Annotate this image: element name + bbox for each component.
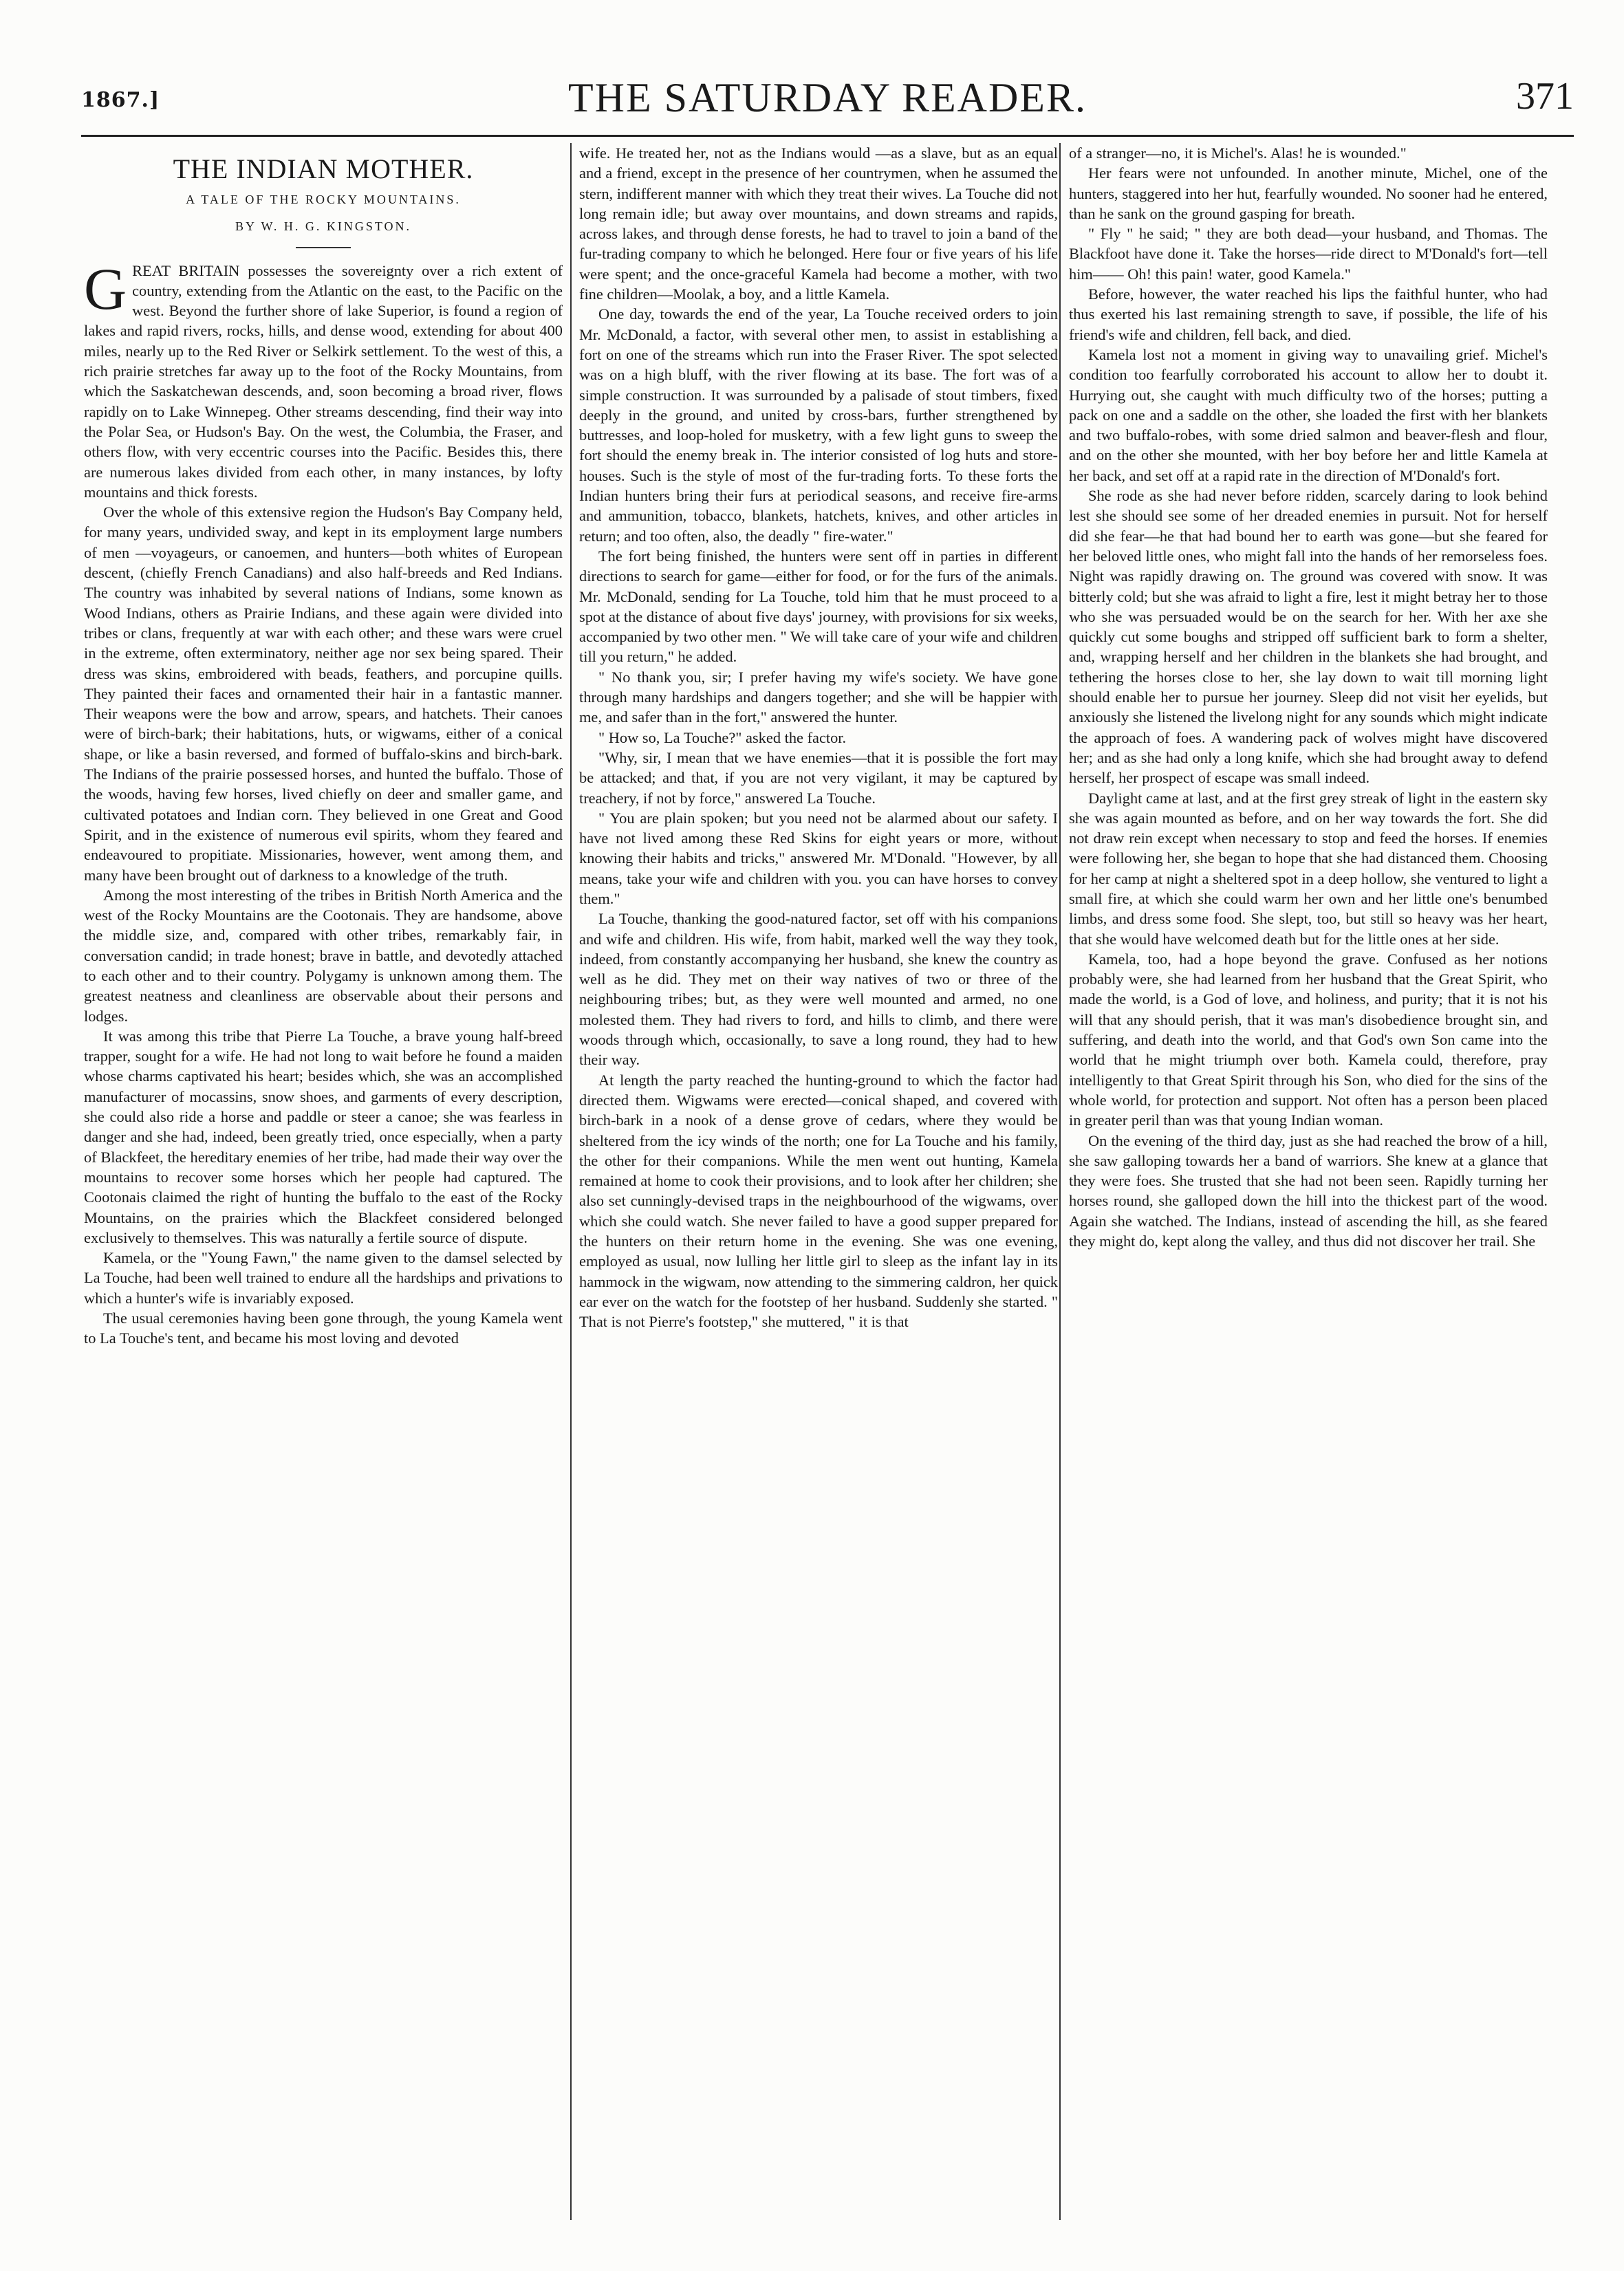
paragraph: Daylight came at last, and at the first grey streak of light in the eastern sky she was again mounted as before, and on her way towards the fort. She did not draw rein except when necessary to stop and feed the horses. If enemies were following her, she began to hope that she had distanced them. Choosing for her camp at night a sheltered spot in a deep hollow, she ventured to light a small fire, at which she could warm her own and her little one's benumbed limbs, and dress some food. She slept, too, but still so heavy was her heart, that she would have welcomed death but for the little ones at her side. — [1069, 789, 1548, 948]
paragraph: "Why, sir, I mean that we have enemies—that it is possible the fort may be attacked; and that, if you are not very vigilant, it may be captured by treachery, if not by force," answered La Touche. — [579, 748, 1058, 807]
paragraph: " You are plain spoken; but you need not be alarmed about our safety. I have not lived among these Red Skins for eight years or more, without knowing their habits and tricks," answered Mr. M'Donald. "However, by all means, take your wife and children with you. you can have horses to convey them." — [579, 809, 1058, 907]
paragraph: " No thank you, sir; I prefer having my wife's society. We have gone through many hardships and dangers together; and she will be happier with me, and safer than in the fort," answered the hunter. — [579, 668, 1058, 726]
paragraph: She rode as she had never before ridden, scarcely daring to look behind lest she should see some of her dreaded enemies in pursuit. Not for herself did she fear—he that had bound her to earth was gone—but she feared for her beloved little ones, who might fall into the hands of her remorseless foes. Night was rapidly drawing on. The ground was covered with snow. It was bitterly cold; but she was afraid to light a fire, lest it might betray her to those who she was persuaded would be on the search for her. With her axe she quickly cut some boughs and stripped off sufficient bark to form a shelter, and, wrapping herself and her children in the blankets she had brought, and tethering the horses close to her, she lay down to wait till morning light should enable her to pursue her journey. Sleep did not visit her eyelids, but anxiously she listened the livelong night for any sounds which might indicate the approach of foes. A wandering pack of wolves might have discovered her; and as she had only a long knife, which she had brought away to defend herself, her prospect of escape was small indeed. — [1069, 487, 1548, 787]
drop-cap: G — [84, 255, 127, 322]
masthead — [81, 69, 1574, 132]
article-title: THE INDIAN MOTHER. — [173, 153, 474, 184]
paragraph: La Touche, thanking the good-natured factor, set off with his companions and wife and children. His wife, from habit, marked well the way they took, indeed, from constantly accompanying her husband, she knew the country as well as he did. They met on their way natives of two or three of the neighbouring tribes; but, as they were well mounted and armed, no one molested them. They had rivers to ford, and hills to climb, and there were woods through which, occasionally, to save a long round, they had to hew their way. — [579, 910, 1058, 1069]
paragraph: Kamela, or the "Young Fawn," the name given to the damsel selected by La Touche, had been well trained to endure all the hardships and privations to which a hunter's wife is invariably exposed. — [84, 1249, 563, 1307]
paragraph: At length the party reached the hunting-ground to which the factor had directed them. Wigwams were erected—conical shaped, and covered with birch-bark in a nook of a dense grove of cedars, where they would be sheltered from the icy winds of the north; one for La Touche and his family, the other for their companions. While the men went out hunting, Kamela remained at home to cook their provisions, and to look after her children; she also set cunningly-devised traps in the neighbourhood of the wigwams, over which she could watch. She never failed to have a good supper prepared for the hunters on their return home in the evening. She was one evening, employed as usual, now lulling her little girl to sleep as the infant lay in its hammock in the wigwam, now attending to the simmering caldron, her quick ear ever on the watch for the footstep of her husband. Suddenly she started. " That is not Pierre's footstep," she muttered, " it is that — [579, 1071, 1058, 1331]
column-divider — [570, 143, 572, 2220]
paragraph: Over the whole of this extensive region the Hudson's Bay Company held, for many years, undivided sway, and kept in its employment large numbers of men —voyageurs, or canoemen, and hunters—both whites of European descent, (chiefly French Canadians) and also half-breeds and Red Indians. The country was inhabited by several nations of Indians, some known as Wood Indians, others as Prairie Indians, and these again were divided into tribes or clans, frequently at war with each other; and these wars were cruel in the extreme, often exterminatory, neither age nor sex being spared. Their dress was skins, embroidered with beads, feathers, and porcupine quills. They painted their faces and ornamented their hair in a fantastic manner. Their weapons were the bow and arrow, spears, and hatchets. Their canoes were of birch-bark; their habitations, huts, or wigwams, either of a conical shape, or like a basin reversed, and formed of buffalo-skins and birch-bark. The Indians of the prairie possessed horses, and hunted the buffalo. Those of the woods, having few horses, lived chiefly on deer and smaller game, and cultivated potatoes and Indian corn. They believed in one Great and Good Spirit, and in the existence of numerous evil spirits, whom they feared and endeavoured to propitiate. Missionaries, however, went among them, and many have been brought out of darkness to a knowledge of the truth. — [84, 503, 563, 884]
paragraph: wife. He treated her, not as the Indians would —as a slave, but as an equal and a friend, except in the presence of her countrymen, when he assumed the stern, indifferent manner with which they treat their wives. La Touche did not long remain idle; but away over mountains, and down streams and rapids, across lakes, and through dense forests, he had to travel to join a band of the fur-trading company to which he belonged. Here four or five years of his life were spent; and the once-graceful Kamela had become a mother, with two fine children—Moolak, a boy, and a little Kamela. — [579, 144, 1058, 303]
paragraph: The usual ceremonies having been gone through, the young Kamela went to La Touche's tent, and became his most loving and devoted — [84, 1310, 563, 1347]
paragraph: It was among this tribe that Pierre La Touche, a brave young half-breed trapper, sought for a wife. He had not long to wait before he found a maiden whose charms captivated his heart; besides which, she was an accomplished manufacturer of mocassins, snow shoes, and garments of every description, she could also ride a horse and paddle or steer a canoe; she was fearless in danger and she had, indeed, been greatly tried, once especially, when a party of Blackfeet, the hereditary enemies of her tribe, had made their way over the mountains to recover some horses which her people had captured. The Cootonais claimed the right of hunting the buffalo to the east of the Rocky Mountains, on the prairies which the Blackfeet considered belonged exclusively to themselves. This was naturally a fertile source of dispute. — [84, 1027, 563, 1246]
column-2 — [579, 143, 1058, 2220]
paragraph: Kamela lost not a moment in giving way to unavailing grief. Michel's condition too fearfully corroborated his account to allow her to doubt it. Hurrying out, she caught with much difficulty two of the horses; putting a pack on one and a saddle on the other, she loaded the first with her blankets and two buffalo-robes, with some dried salmon and beaver-flesh and flour, and on the other she mounted, with her boy before her and little Kamela at her back, and set off at a rapid rate in the direction of M'Donald's fort. — [1069, 345, 1548, 484]
paragraph: of a stranger—no, it is Michel's. Alas! he is wounded." — [1069, 144, 1407, 162]
paragraph: Her fears were not unfounded. In another minute, Michel, one of the hunters, staggered into her hut, fearfully wounded. No sooner had he entered, than he sank on the ground gasping for breath. — [1069, 164, 1548, 222]
issue-year: 1867.] — [81, 88, 160, 112]
paragraph: Kamela, too, had a hope beyond the grave. Confused as her notions probably were, she had learned from her husband that the Great Spirit, who made the world, is a God of love, and holiness, and purity; that it is not his will that any should perish, that it was man's disobedience brought sin, and suffering, and death into the world, and that God's own Son came into the world that he might triumph over both. Kamela could, therefore, pray intelligently to that Great Spirit through his Son, who died for the sins of the whole world, for protection and support. Not often has a person been placed in greater peril than was that young Indian woman. — [1069, 950, 1548, 1129]
paragraph: One day, towards the end of the year, La Touche received orders to join Mr. McDonald, a factor, with several other men, to assist in establishing a fort on one of the streams which run into the Fraser River. The spot selected was on a high bluff, with the river flowing at its base. The fort was of a simple construction. It was surrounded by a palisade of stout timbers, fixed deeply in the ground, and united by cross-bars, further strengthened by buttresses, and loop-holed for musketry, with a few light guns to sweep the fort should the enemy break in. The interior consisted of log huts and store-houses. Such is the style of most of the fur-trading forts. To these forts the Indian hunters bring their furs at periodical seasons, and receive fire-arms and ammunition, tobacco, blankets, hatchets, knives, and other articles in return; and too often, also, the deadly " fire-water." — [579, 305, 1058, 545]
paragraph: The fort being finished, the hunters were sent off in parties in different directions to search for game—either for food, or for the furs of the animals. Mr. McDonald, sending for La Touche, told him that he must proceed to a spot at the distance of about five days' journey, with provisions for six weeks, accompanied by two other men. " We will take care of your wife and children till you return," he added. — [579, 547, 1058, 666]
column-1 — [84, 143, 563, 2220]
paragraph: " How so, La Touche?" asked the factor. — [598, 728, 847, 746]
column-divider — [1059, 143, 1061, 2220]
header-rule — [81, 135, 1574, 137]
paragraph: Before, however, the water reached his lips the faithful hunter, who had thus exerted his last remaining strength to save, if possible, the life of his friend's wife and children, fell back, and died. — [1069, 285, 1548, 343]
paragraph: GREAT BRITAIN possesses the sovereignty over a rich extent of country, extending from the Atlantic on the east, to the Pacific on the west. Beyond the further shore of lake Superior, is found a region of lakes and rapid rivers, rocks, hills, and dense wood, extending for about 400 miles, nearly up to the Red River or Selkirk settlement. To the west of this, a rich prairie stretches far away up to the foot of the Rocky Mountains, from which the Saskatchewan descends, and, soon becoming a broad river, flows rapidly on to Lake Winnepeg. Other streams descending, find their way into the Polar Sea, or Hudson's Bay. On the west, the Columbia, the Fraser, and others flow, with very eccentric courses into the Pacific. Besides this, there are numerous lakes divided from each other, in many instances, by lofty mountains and thick forests. — [84, 255, 563, 501]
title-rule — [296, 247, 351, 248]
paragraph: Among the most interesting of the tribes in British North America and the west of the Rocky Mountains are the Cootonais. They are handsome, above the middle size, and, compared with other tribes, remarkably fair, in conversation candid; in trade honest; brave in battle, and devotedly attached to each other and to their country. Polygamy is unknown among them. The greatest neatness and cleanliness are observable about their persons and lodges. — [84, 886, 563, 1025]
paper-title: THE SATURDAY READER. — [568, 75, 1087, 120]
column-3 — [1069, 143, 1548, 2220]
paragraph: " Fly " he said; " they are both dead—your husband, and Thomas. The Blackfoot have done it. Take the horses—ride direct to M'Donald's fort—tell him—— Oh! this pain! water, good Kamela." — [1069, 225, 1548, 283]
article-byline: BY W. H. G. KINGSTON. — [235, 219, 412, 234]
page-number: 371 — [1516, 75, 1574, 118]
paragraph: On the evening of the third day, just as she had reached the brow of a hill, she saw galloping towards her a band of warriors. She knew at a glance that they were foes. She trusted that she had not been seen. Rapidly turning her horses round, she galloped down the hill into the thickest part of the wood. Again she watched. The Indians, instead of ascending the hill, as she feared they might do, kept along the valley, and thus did not discover her trail. She — [1069, 1131, 1548, 1250]
article-subtitle: A TALE OF THE ROCKY MOUNTAINS. — [186, 193, 461, 206]
